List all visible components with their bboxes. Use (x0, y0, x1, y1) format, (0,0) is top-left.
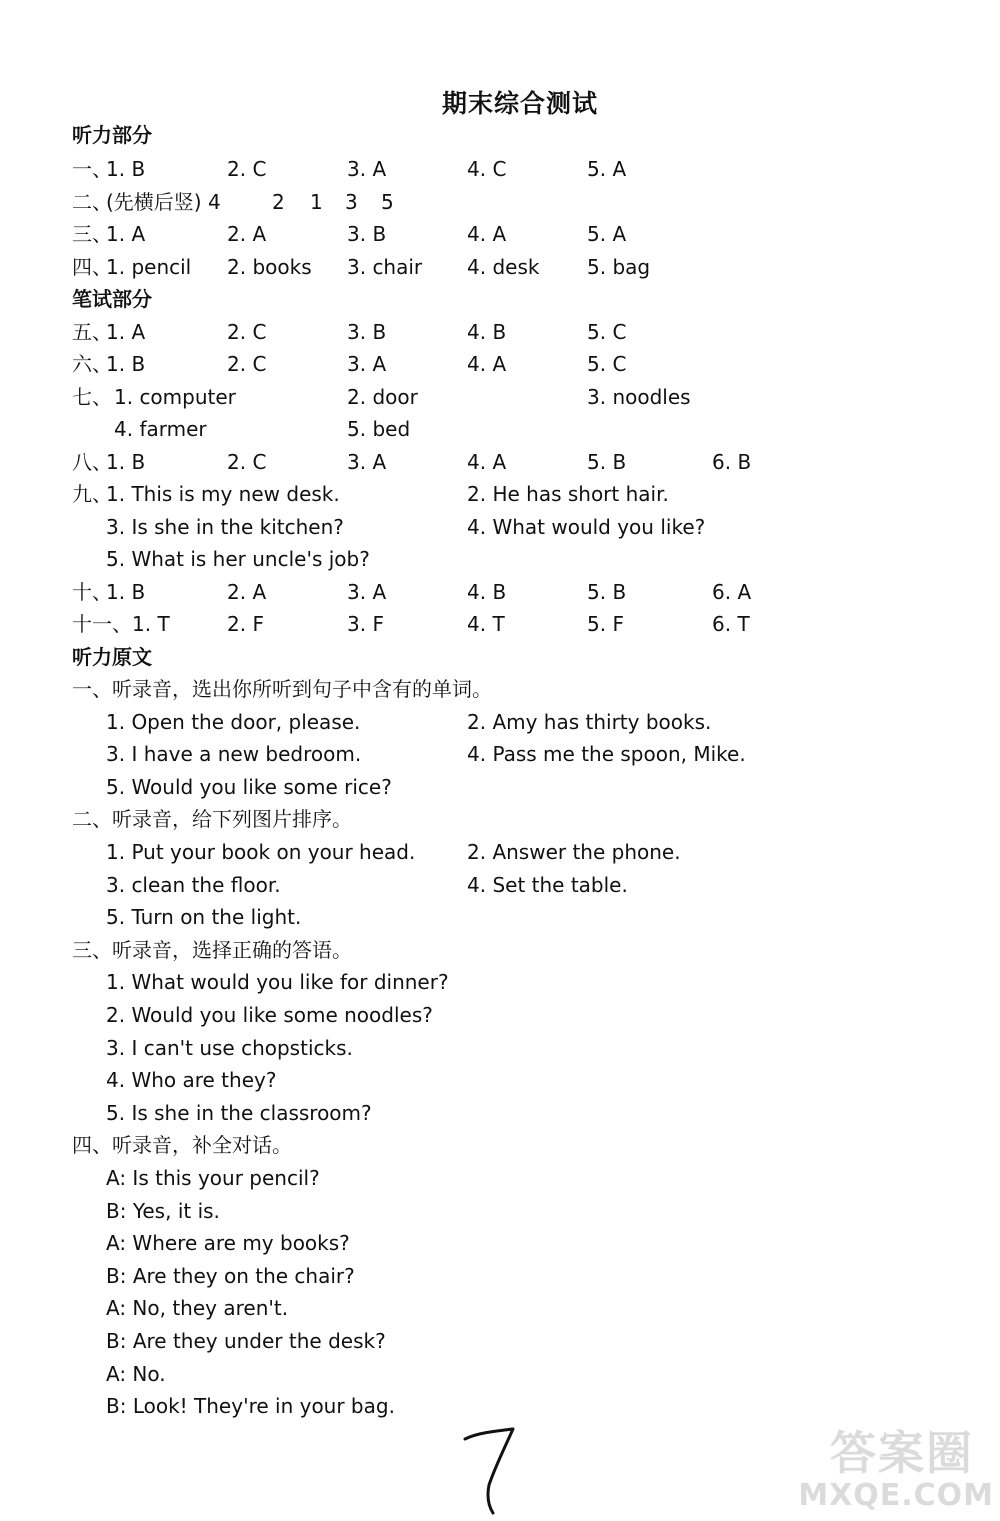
dialogue-line (0, 1358, 1000, 1390)
dialogue-text: A: Is this your pencil? (106, 1166, 320, 1190)
transcript-part-4-heading (0, 1129, 1000, 1161)
answer-item: 5. A (587, 222, 627, 246)
answer-item: 3. F (347, 612, 384, 636)
answer-row-8 (0, 446, 1000, 478)
dialogue-text: B: Are they under the desk? (106, 1329, 386, 1353)
transcript-part-2-heading (0, 803, 1000, 835)
transcript-row (0, 706, 1000, 738)
question-number: 三、 (72, 222, 112, 246)
dialogue-text: A: No. (106, 1362, 166, 1386)
transcript-row (0, 966, 1000, 998)
section-heading-listening (0, 119, 1000, 151)
transcript-item: 1. Open the door, please. (106, 710, 361, 734)
answer-item: 6. T (712, 612, 750, 636)
answer-item: 5. C (587, 352, 627, 376)
dialogue-text: A: Where are my books? (106, 1231, 350, 1255)
answer-item: 1. B (106, 580, 146, 604)
answer-item: 1. B (106, 450, 146, 474)
answer-item: 6. A (712, 580, 752, 604)
answer-item: 5. C (587, 320, 627, 344)
answer-row-3 (0, 218, 1000, 250)
answer-row-7 (0, 381, 1000, 413)
transcript-item: 2. Would you like some noodles? (106, 1003, 433, 1027)
answer-item: 2. C (227, 450, 267, 474)
part-heading: 一、听录音，选出你所听到句子中含有的单词。 (72, 677, 492, 701)
answer-item: 1 (310, 190, 323, 214)
dialogue-line (0, 1260, 1000, 1292)
answer-item: 3. B (347, 320, 387, 344)
dialogue-line (0, 1325, 1000, 1357)
answer-item: 4. farmer (114, 417, 207, 441)
transcript-part-1-heading (0, 673, 1000, 705)
answer-item: 2. F (227, 612, 264, 636)
answer-item: 3. noodles (587, 385, 691, 409)
answer-item: 1. A (106, 222, 146, 246)
transcript-item: 5. Is she in the classroom? (106, 1101, 372, 1125)
answer-item: 2. door (347, 385, 418, 409)
answer-row-10 (0, 576, 1000, 608)
answer-row-4 (0, 251, 1000, 283)
answer-row-2 (0, 186, 1000, 218)
answer-row-6 (0, 348, 1000, 380)
answer-row-1 (0, 153, 1000, 185)
answer-item: 6. B (712, 450, 752, 474)
answer-item: 1. B (106, 157, 146, 181)
transcript-item: 4. Pass me the spoon, Mike. (467, 742, 746, 766)
answer-item: 3. chair (347, 255, 423, 279)
transcript-row (0, 901, 1000, 933)
section-heading-written (0, 283, 1000, 315)
part-heading: 四、听录音，补全对话。 (72, 1133, 292, 1157)
answer-item: 3. A (347, 157, 387, 181)
transcript-row (0, 869, 1000, 901)
answer-item: 1. pencil (106, 255, 192, 279)
part-heading: 三、听录音，选择正确的答语。 (72, 938, 352, 962)
transcript-item: 2. Amy has thirty books. (467, 710, 712, 734)
transcript-item: 3. I can't use chopsticks. (106, 1036, 353, 1060)
answer-item: 1. B (106, 352, 146, 376)
dialogue-line (0, 1292, 1000, 1324)
question-number: 四、 (72, 255, 112, 279)
transcript-item: 4. Set the table. (467, 873, 628, 897)
answer-item: 3. Is she in the kitchen? (106, 515, 344, 539)
answer-row-9b (0, 511, 1000, 543)
answer-item: 4. B (467, 580, 507, 604)
question-number: 六、 (72, 352, 112, 376)
answer-item: 4. C (467, 157, 507, 181)
answer-item: 4. What would you like? (467, 515, 706, 539)
transcript-item: 3. clean the floor. (106, 873, 281, 897)
answer-item: 2. A (227, 222, 267, 246)
answer-item: 1. This is my new desk. (106, 482, 340, 506)
question-number: 七、 (72, 385, 112, 409)
answer-row-5 (0, 316, 1000, 348)
page-title: 期末综合测试 (441, 89, 598, 118)
answer-item: 1. T (132, 612, 170, 636)
answer-item: 1. A (106, 320, 146, 344)
question-number: 十、 (72, 580, 112, 604)
question-number: 八、 (72, 450, 112, 474)
transcript-item: 1. What would you like for dinner? (106, 970, 449, 994)
transcript-item: 4. Who are they? (106, 1068, 277, 1092)
answer-item: 3. B (347, 222, 387, 246)
transcript-item: 2. Answer the phone. (467, 840, 681, 864)
question-number: 五、 (72, 320, 112, 344)
question-number: 十一、 (72, 612, 132, 636)
handwritten-page-number (455, 1425, 525, 1515)
dialogue-text: B: Are they on the chair? (106, 1264, 355, 1288)
answer-item: 2. books (227, 255, 312, 279)
answer-item: 3 (345, 190, 358, 214)
answer-item: 4. B (467, 320, 507, 344)
answer-row-9c (0, 543, 1000, 575)
section-heading-transcript (0, 641, 1000, 673)
transcript-item: 5. Turn on the light. (106, 905, 302, 929)
answer-item: 3. A (347, 352, 387, 376)
transcript-part-3-heading (0, 934, 1000, 966)
transcript-row (0, 738, 1000, 770)
answer-row-11 (0, 608, 1000, 640)
dialogue-line (0, 1162, 1000, 1194)
transcript-row (0, 1097, 1000, 1129)
question-number: 九、 (72, 482, 112, 506)
transcript-row (0, 836, 1000, 868)
dialogue-line (0, 1227, 1000, 1259)
answer-item: 4. A (467, 352, 507, 376)
watermark-text-top: 答案圈 (830, 1426, 974, 1480)
answer-item: 2 (272, 190, 285, 214)
transcript-row (0, 771, 1000, 803)
answer-item: 5. bag (587, 255, 651, 279)
answer-item: 5. B (587, 450, 627, 474)
watermark-text-bottom: MXQE.COM (798, 1478, 994, 1513)
answer-item: 1. computer (114, 385, 236, 409)
answer-item: 5. What is her uncle's job? (106, 547, 370, 571)
answer-item: 2. He has short hair. (467, 482, 669, 506)
watermark-logo (749, 1417, 994, 1517)
answer-item: 5. B (587, 580, 627, 604)
transcript-row (0, 1032, 1000, 1064)
answer-item: 2. A (227, 580, 267, 604)
section-title: 笔试部分 (72, 287, 152, 311)
transcript-item: 1. Put your book on your head. (106, 840, 416, 864)
transcript-row (0, 1064, 1000, 1096)
answer-item: 3. A (347, 580, 387, 604)
question-number: 一、 (72, 157, 112, 181)
answer-item: 2. C (227, 157, 267, 181)
transcript-item: 3. I have a new bedroom. (106, 742, 362, 766)
answer-item: 4. A (467, 450, 507, 474)
answer-item: (先横后竖) 4 (106, 190, 221, 214)
dialogue-text: A: No, they aren't. (106, 1296, 289, 1320)
question-number: 二、 (72, 190, 112, 214)
dialogue-line (0, 1195, 1000, 1227)
dialogue-text: B: Look! They're in your bag. (106, 1394, 395, 1418)
answer-row-7b (0, 413, 1000, 445)
answer-item: 5. bed (347, 417, 411, 441)
part-heading: 二、听录音，给下列图片排序。 (72, 807, 352, 831)
transcript-item: 5. Would you like some rice? (106, 775, 392, 799)
answer-row-9 (0, 478, 1000, 510)
transcript-row (0, 999, 1000, 1031)
answer-item: 4. A (467, 222, 507, 246)
answer-item: 4. desk (467, 255, 540, 279)
answer-item: 4. T (467, 612, 505, 636)
answer-item: 5. A (587, 157, 627, 181)
answer-item: 5. F (587, 612, 624, 636)
answer-item: 2. C (227, 320, 267, 344)
answer-item: 5 (381, 190, 394, 214)
dialogue-text: B: Yes, it is. (106, 1199, 220, 1223)
answer-item: 3. A (347, 450, 387, 474)
section-title: 听力部分 (72, 123, 152, 147)
answer-item: 2. C (227, 352, 267, 376)
section-title: 听力原文 (72, 645, 152, 669)
